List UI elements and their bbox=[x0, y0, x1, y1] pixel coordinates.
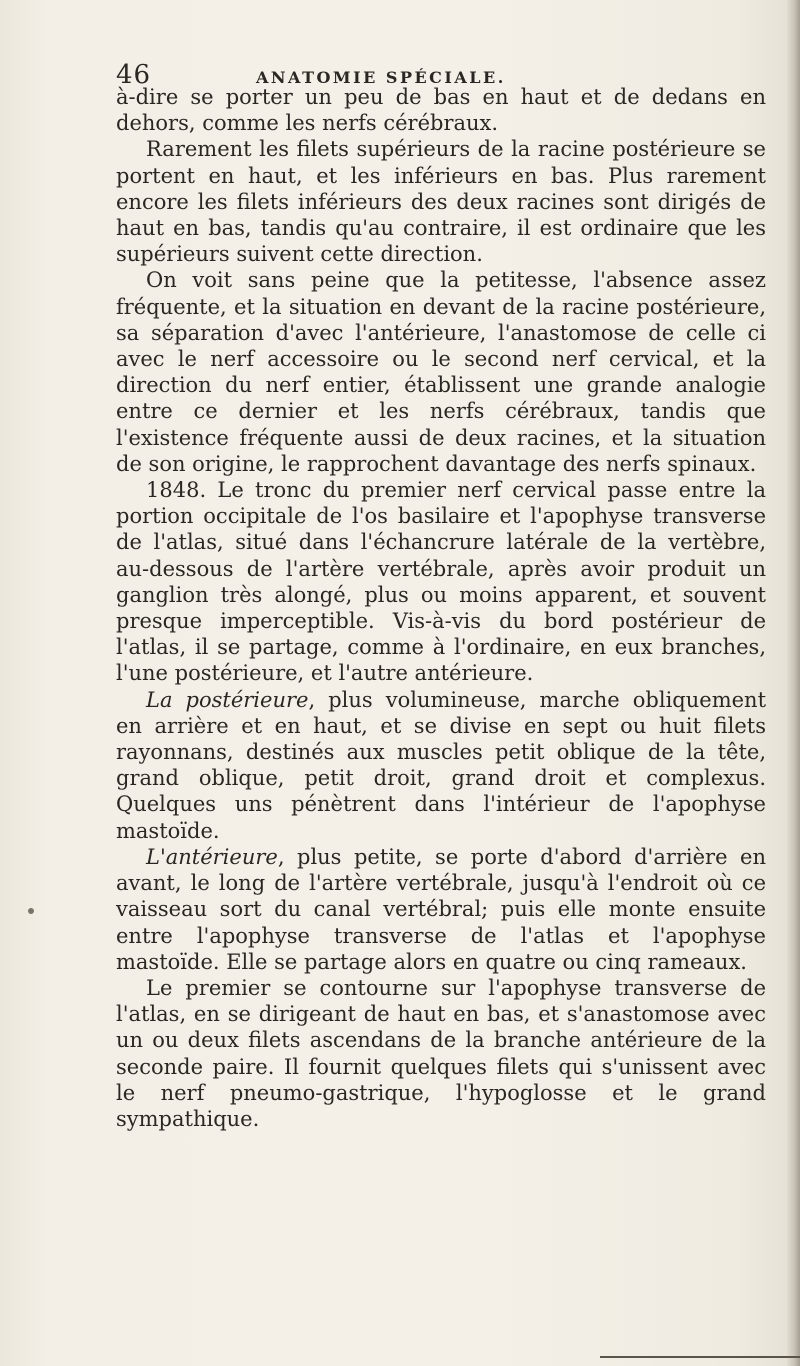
paragraph-body: , plus volumineuse, marche obliquement en arrière et en haut, et se divise en sept ou huit filets rayonnans, destinés aux muscles petit oblique de la tête, grand oblique, petit droit, grand droit et complexus. Quelques uns pénètrent dans l'intérieur de l'apophyse mastoïde. bbox=[116, 687, 767, 843]
paragraph: Rarement les filets supérieurs de la racine postérieure se portent en haut, et les inférieurs en bas. Plus rarement encore les filets inférieurs des deux racines sont dirigés de haut en bas, tandis qu'au contraire, il est ordinaire que les supérieurs suivent cette direction. bbox=[116, 137, 766, 267]
paragraph-lead-italic: La postérieure bbox=[146, 687, 309, 712]
running-head: ANATOMIE SPÉCIALE. bbox=[256, 68, 506, 87]
paragraph bbox=[116, 844, 766, 975]
paragraph: On voit sans peine que la petitesse, l'absence assez fréquente, et la situation en devant de la racine postérieure, sa séparation d'avec l'antérieure, l'anastomose de celle ci avec le nerf accessoire ou le second nerf cervical, et la direction du nerf entier, établissent une grande analogie entre ce dernier et les nerfs cérébraux, tandis que l'existence fréquente aussi de deux racines, et la situation de son origine, le rapprochent davantage des nerfs spinaux. bbox=[116, 268, 766, 476]
paragraph: à-dire se porter un peu de bas en haut et de dedans en dehors, comme les nerfs cérébraux. bbox=[116, 85, 766, 136]
page-bottom-rule bbox=[600, 1356, 800, 1358]
page-number: 46 bbox=[116, 60, 152, 90]
page-edge-shadow bbox=[786, 0, 800, 1366]
paragraph: 1848. Le tronc du premier nerf cervical passe entre la portion occipitale de l'os basilaire et l'apophyse transverse de l'atlas, situé dans l'échancrure latérale de la vertèbre, au-dessous de l'artère vertébrale, après avoir produit un ganglion très alongé, plus ou moins apparent, et souvent presque imperceptible. Vis-à-vis du bord postérieur de l'atlas, il se partage, comme à l'ordinaire, en eux branches, l'une postérieure, et l'autre antérieure. bbox=[116, 478, 766, 686]
paragraph-body: , plus petite, se porte d'abord d'arrière en avant, le long de l'artère vertébrale, jusqu'à l'endroit où ce vaisseau sort du canal vertébral; puis elle monte ensuite entre l'apophyse transverse de l'atlas et l'apophyse mastoïde. Elle se partage alors en quatre ou cinq rameaux. bbox=[116, 844, 766, 974]
paragraph bbox=[116, 687, 766, 844]
body-text bbox=[116, 84, 766, 1132]
paragraph: Le premier se contourne sur l'apophyse transverse de l'atlas, en se dirigeant de haut en bas, et s'anastomose avec un ou deux filets ascendans de la branche antérieure de la seconde paire. Il fournit quelques filets qui s'unissent avec le nerf pneumo-gastrique, l'hypoglosse et le grand sympathique. bbox=[116, 975, 766, 1131]
paragraph-lead-italic: L'antérieure bbox=[146, 844, 278, 869]
margin-speck bbox=[28, 908, 34, 914]
